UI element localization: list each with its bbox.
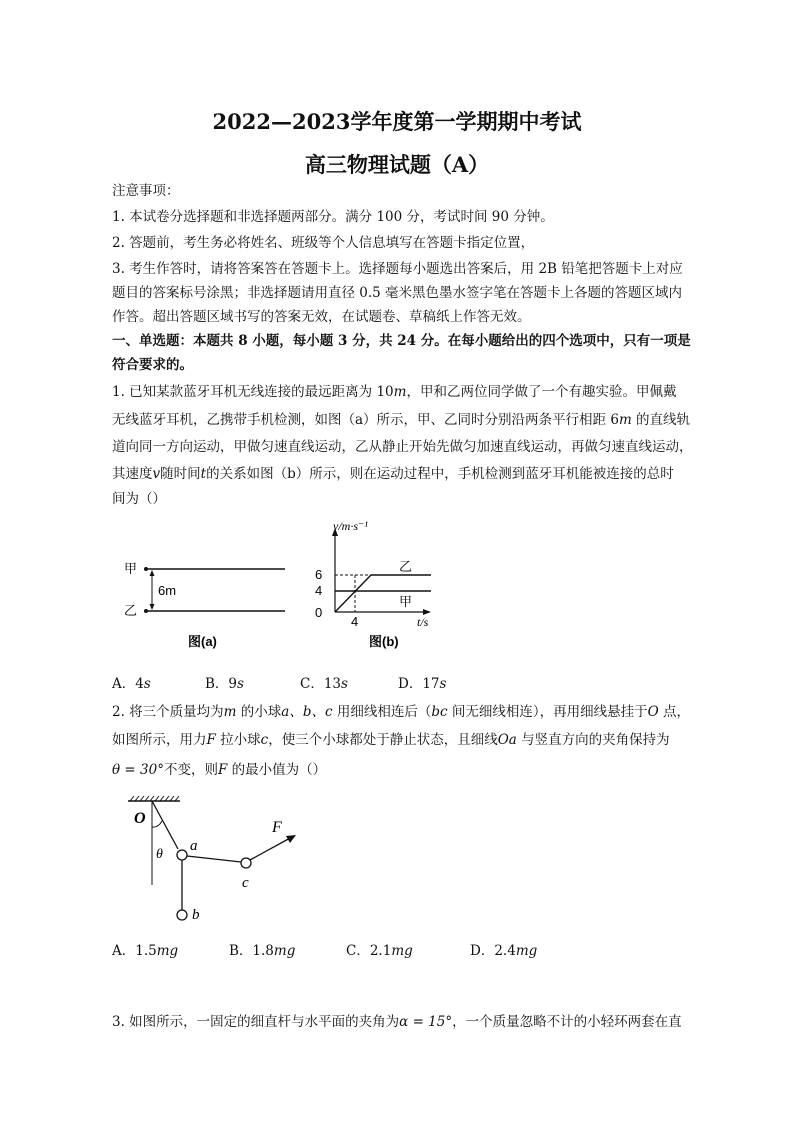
figure-q2	[120, 795, 320, 930]
string-oa	[152, 801, 178, 849]
fig-a-arrow-up	[150, 570, 155, 576]
q1-line-3: 道向同一方向运动，甲做匀速直线运动，乙从静止开始先做匀加速直线运动，再做匀速直线运动，	[112, 439, 693, 455]
note-line-4: 题目的答案标号涂黑；非选择题请用直径 0.5 毫米黑色墨水签字笔在答题卡上各题的答题区域内	[112, 285, 683, 301]
fig-a-jia-label: 甲	[124, 561, 138, 576]
label-o: O	[134, 810, 146, 827]
label-b: b	[192, 907, 200, 923]
section-heading-cont: 符合要求的。	[112, 357, 193, 373]
q1-line-4: 其速度v随时间t的关系如图（b）所示，则在运动过程中，手机检测到蓝牙耳机能被连接的总时	[112, 466, 674, 482]
ball-c	[241, 858, 251, 868]
q1-option-d[interactable]: D．17s	[398, 676, 447, 692]
q1-option-b[interactable]: B．9s	[205, 676, 244, 692]
ball-b	[177, 910, 187, 920]
force-f-arrow	[250, 837, 292, 860]
label-a: a	[190, 838, 198, 854]
figure-b	[305, 518, 445, 658]
q2-option-c[interactable]: C．2.1mg	[346, 943, 413, 959]
fig-b-tick-0: 0	[315, 605, 323, 620]
q2-line-2: 如图所示，用力F 拉小球c，使三个小球都处于静止状态，且细线Oa 与竖直方向的夹角保持为	[112, 732, 670, 748]
q2-option-b[interactable]: B．1.8mg	[229, 943, 296, 959]
fig-b-yi-accel-line	[335, 575, 371, 612]
q2-line-1: 2. 将三个质量均为m 的小球a、b、c 用细线相连后（bc 间无细线相连），再用细线悬挂于O 点，	[112, 704, 690, 720]
q2-option-a[interactable]: A．1.5mg	[112, 943, 179, 959]
q1-line-5: 间为（）	[112, 491, 166, 507]
q3-line-1: 3. 如图所示，一固定的细直杆与水平面的夹角为α = 15°，一个质量忽略不计的小轻环两套在直	[112, 1014, 682, 1030]
note-line-2: 2. 答题前，考生务必将姓名、班级等个人信息填写在答题卡指定位置，	[112, 235, 535, 251]
q2-line-3: θ = 30°不变，则F 的最小值为（）	[112, 762, 327, 778]
label-c: c	[242, 875, 249, 891]
fig-b-x-label: t/s	[417, 615, 429, 629]
fig-a-yi-dot	[144, 609, 148, 613]
figure-a	[110, 555, 295, 655]
fig-a-arrow-down	[150, 604, 155, 610]
fig-b-yi-label: 乙	[399, 559, 413, 574]
fig-a-yi-label: 乙	[124, 603, 138, 618]
theta-arc	[152, 821, 162, 827]
section-heading: 一、单选题：本题共 8 小题，每小题 3 分，共 24 分。在每小题给出的四个选项中，只有一项是	[112, 333, 691, 349]
fig-a-caption: 图(a)	[188, 634, 217, 649]
fig-b-jia-label: 甲	[399, 594, 413, 609]
fig-b-tick-x4: 4	[351, 614, 359, 629]
fig-b-tick-6: 6	[315, 567, 323, 582]
fig-b-y-label: v/m·s⁻¹	[333, 519, 368, 533]
q1-line-2: 无线蓝牙耳机，乙携带手机检测，如图（a）所示，甲、乙同时分别沿两条平行相距 6m 的直线轨	[112, 412, 691, 428]
label-f: F	[272, 819, 282, 836]
exam-title: 2022—2023学年度第一学期期中考试	[212, 109, 582, 134]
fig-b-tick-4: 4	[315, 583, 323, 598]
notes-heading: 注意事项：	[112, 183, 180, 199]
note-line-1: 1. 本试卷分选择题和非选择题两部分。满分 100 分，考试时间 90 分钟。	[112, 209, 554, 225]
ball-a	[177, 850, 187, 860]
fig-b-caption: 图(b)	[369, 634, 399, 649]
q2-option-d[interactable]: D．2.4mg	[470, 943, 538, 959]
exam-subtitle: 高三物理试题（A）	[304, 152, 490, 177]
label-theta: θ	[156, 847, 163, 862]
fig-a-jia-dot	[144, 567, 148, 571]
note-line-3: 3. 考生作答时，请将答案答在答题卡上。选择题每小题选出答案后，用 2B 铅笔把答题卡上对应	[112, 261, 683, 277]
fig-a-distance-label: 6m	[158, 583, 177, 598]
q1-option-a[interactable]: A．4s	[112, 676, 151, 692]
q1-line-1: 1. 已知某款蓝牙耳机无线连接的最远距离为 10m，甲和乙两位同学做了一个有趣实验。甲佩戴	[112, 384, 677, 400]
string-ac	[187, 856, 241, 862]
q1-option-c[interactable]: C．13s	[300, 676, 348, 692]
note-line-5: 作答。超出答题区域书写的答案无效，在试题卷、草稿纸上作答无效。	[112, 309, 531, 325]
